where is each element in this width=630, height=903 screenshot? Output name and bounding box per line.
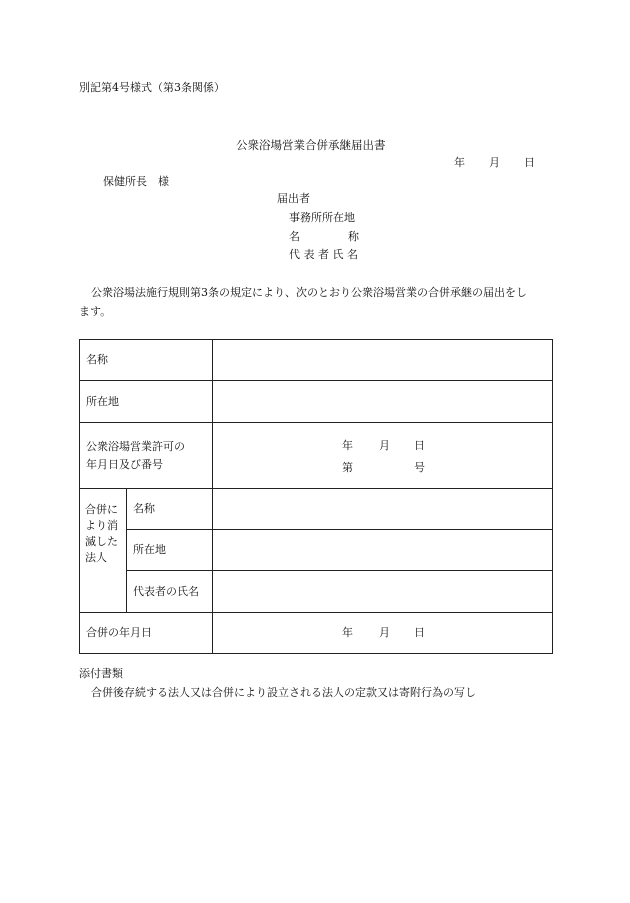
form-table [79, 339, 553, 654]
sub-label-representative: 代表者の氏名 [127, 571, 213, 613]
date-day: 日 [524, 156, 535, 169]
form-number: 別記第4号様式（第3条関係） [79, 81, 225, 94]
permit-month: 月 [379, 439, 390, 452]
name-value-cell[interactable] [213, 340, 553, 381]
table-row [80, 489, 553, 530]
sub-label-address: 所在地 [127, 530, 213, 571]
table-row [80, 423, 553, 489]
row-label-permit [80, 423, 213, 489]
group-label-line3: 滅した [85, 535, 118, 548]
table-row [80, 381, 553, 423]
permit-value-cell[interactable] [213, 423, 553, 489]
merged-representative-value-cell[interactable] [213, 571, 553, 613]
attachments-item: 合併後存続する法人又は合併により設立される法人の定款又は寄附行為の写し [91, 686, 476, 699]
merger-year: 年 [342, 626, 353, 639]
table-row [80, 571, 553, 613]
page-title: 公衆浴場営業合併承継届出書 [236, 138, 386, 152]
office-address-label: 事務所所在地 [289, 211, 355, 224]
permit-label-line2: 年月日及び番号 [86, 457, 163, 471]
table-row [80, 613, 553, 654]
merged-address-value-cell[interactable] [213, 530, 553, 571]
table-row [80, 340, 553, 381]
table-row [80, 530, 553, 571]
merger-day: 日 [414, 626, 425, 639]
merged-corp-group-label [80, 489, 127, 613]
addressee: 保健所長 様 [103, 175, 169, 188]
permit-day: 日 [414, 439, 425, 452]
address-value-cell[interactable] [213, 381, 553, 423]
name-label-char1: 名 [289, 230, 300, 243]
group-label-line2: より消 [85, 519, 118, 532]
group-label-line4: 法人 [85, 551, 107, 564]
applicant-heading: 届出者 [277, 192, 310, 205]
body-text-line2: ます。 [79, 305, 112, 318]
row-label-merger-date: 合併の年月日 [80, 613, 213, 654]
permit-year: 年 [342, 439, 353, 452]
merged-name-value-cell[interactable] [213, 489, 553, 530]
merger-date-value-cell[interactable] [213, 613, 553, 654]
permit-dai: 第 [342, 461, 353, 474]
row-label-name: 名称 [80, 340, 213, 381]
date-year: 年 [454, 156, 465, 169]
representative-label: 代 表 者 氏 名 [289, 248, 358, 261]
merger-month: 月 [379, 626, 390, 639]
sub-label-name: 名称 [127, 489, 213, 530]
date-month: 月 [489, 156, 500, 169]
permit-label-line1: 公衆浴場営業許可の [86, 440, 185, 454]
name-label-char2: 称 [348, 230, 359, 243]
body-text-line1: 公衆浴場法施行規則第3条の規定により、次のとおり公衆浴場営業の合併承継の届出をし [91, 286, 527, 299]
attachments-heading: 添付書類 [79, 667, 123, 680]
group-label-line1: 合併に [85, 503, 118, 516]
permit-go: 号 [414, 461, 425, 474]
row-label-address: 所在地 [80, 381, 213, 423]
